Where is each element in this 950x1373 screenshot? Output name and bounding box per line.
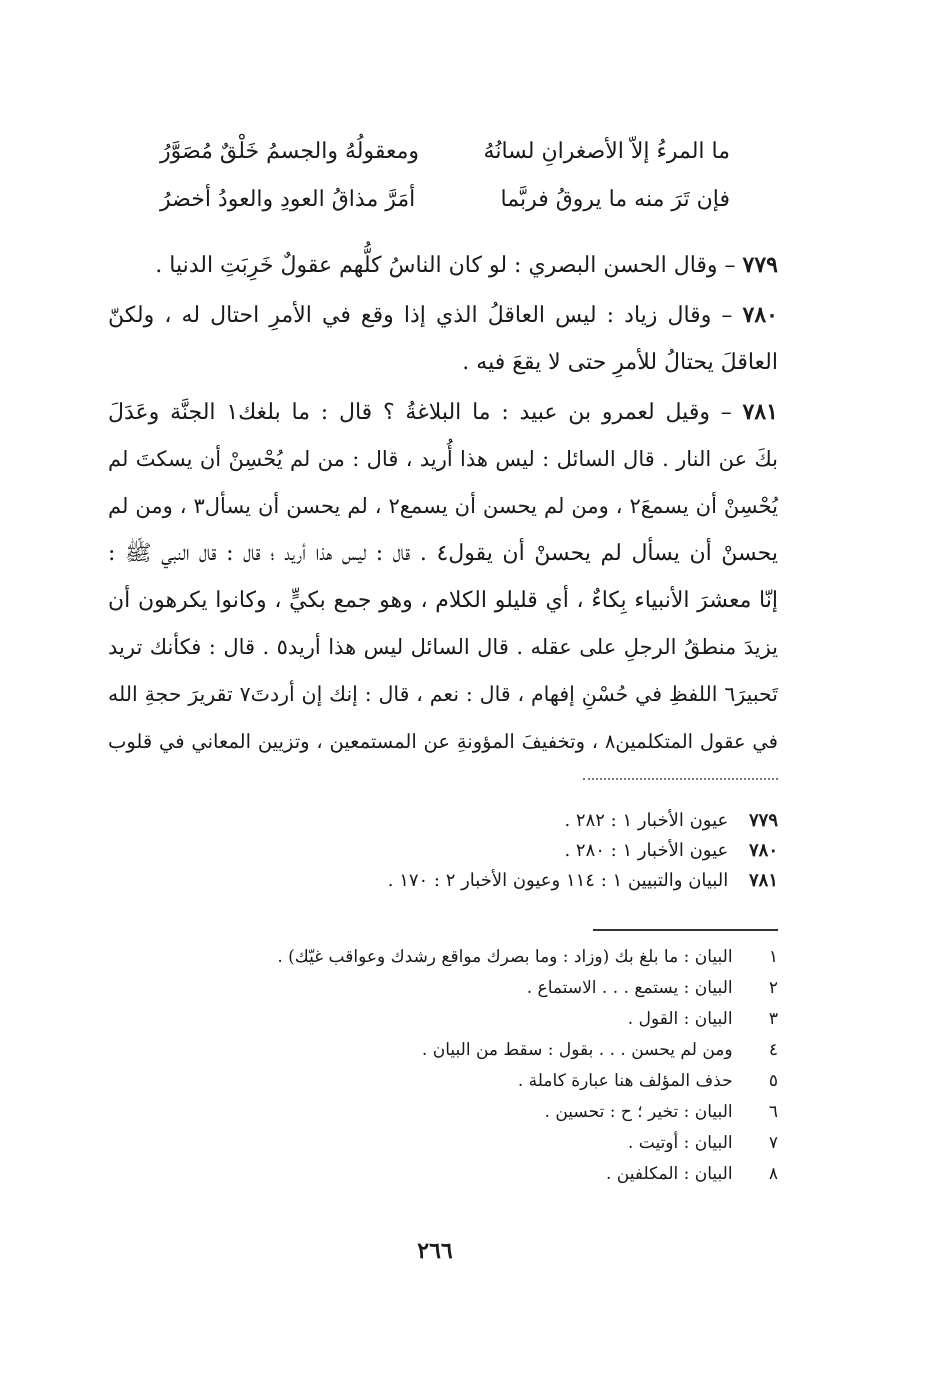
footnote-number: ٦ [768,1102,778,1122]
footnote-number: ٢ [768,978,778,998]
footnote-number: ٥ [768,1071,778,1091]
source-number: ٧٨١ [748,870,778,891]
footnote-text: البيان : أوتيت . [627,1133,733,1153]
footnote [218,1128,778,1159]
verse-first-hemistich: فإن تَرَ منه ما يروقُ فربَّما [500,187,730,212]
footnote-number: ١ [768,947,778,967]
poem-verses [160,128,730,224]
paragraph-line: – وقال الحسن البصري : لو كان الناسُ كلُّهم عقولٌ خَرِبَتِ الدنيا . [155,253,736,278]
footnote [218,1097,778,1128]
footnote-text: البيان : ما بلغ بك (وزاد : وما بصرك مواقع رشدك وعواقب غيّك) . [277,947,733,967]
paragraph-line: يُحْسِنْ أن يسمعَ٢ ، ومن لم يحسن أن يسمع٢ ، لم يحسن أن يسأل٣ ، ومن لم [108,494,779,518]
footnote [218,1035,778,1066]
paragraph-line: بكَ عن النار . قال السائل : ليس هذا أُريد ، قال : من لم يُحْسِنْ أن يسكتَ لم [108,447,778,471]
footnote-number: ٤ [768,1040,778,1060]
source-text: عيون الأخبار ١ : ٢٨٠ . [564,840,729,861]
footnote-text: البيان : المكلفين . [606,1164,733,1184]
paragraph-781 [108,389,778,436]
source-line [278,866,778,896]
footnote-separator [593,929,778,931]
main-text [108,242,778,765]
footnote-text: البيان : تخير ؛ ح : تحسين . [544,1102,733,1122]
footnote-text: البيان : يستمع . . . الاستماع . [526,978,733,998]
dotted-separator [583,778,778,780]
paragraph-line: يزيدَ منطقُ الرجلِ على عقله . قال السائل ليس هذا أريد٥ . قال : فكأنك تريد [108,635,778,659]
paragraph-line: يحسنْ أن يسأل لم يحسنْ أن يقول٤ . قال : ليس هذا أريد ؛ قال : قال النبي ﷺ : [108,541,778,566]
footnote-text: ومن لم يحسن . . . بقول : سقط من البيان . [421,1040,733,1060]
source-number: ٧٨٠ [748,840,778,861]
footnote [218,1159,778,1190]
verse-line [160,176,730,224]
footnote [218,1066,778,1097]
paragraph-number: ٧٧٩ [742,252,778,278]
page-number: ٢٦٦ [417,1238,453,1264]
footnote [218,973,778,1004]
source-line [278,836,778,866]
paragraph-779 [108,242,778,289]
footnote-text: حذف المؤلف هنا عبارة كاملة . [517,1071,733,1091]
source-text: البيان والتبيين ١ : ١١٤ وعيون الأخبار ٢ : ١٧٠ . [387,870,729,891]
paragraph-line: في عقول المتكلمين٨ ، وتخفيفَ المؤونةِ عن المستمعين ، وتزيين المعاني في قلوب [108,730,778,753]
paragraph-line: – وقيل لعمرو بن عبيد : ما البلاغةُ ؟ قال : ما بلغك١ الجنَّة وعَدَلَ [108,400,732,425]
footnote-text: البيان : القول . [627,1009,733,1029]
footnote-number: ٧ [768,1133,778,1153]
source-references [278,806,778,896]
verse-first-hemistich: ما المرءُ إلاّ الأصغرانِ لسانُهُ [483,139,730,164]
footnotes [218,942,778,1190]
source-line [278,806,778,836]
source-number: ٧٧٩ [748,810,778,831]
paragraph-line: العاقلَ يحتالُ للأمرِ حتى لا يقعَ فيه . [462,350,778,375]
footnote [218,1004,778,1035]
verse-second-hemistich: أمَرَّ مذاقُ العودِ والعودُ أخضرُ [160,187,416,212]
paragraph-number: ٧٨١ [742,399,778,425]
paragraph-number: ٧٨٠ [742,302,778,328]
footnote-number: ٣ [768,1009,778,1029]
paragraph-780 [108,292,778,339]
paragraph-line: – وقال زياد : ليس العاقلُ الذي إذا وقع في الأمرِ احتال له ، ولكنّ [108,303,733,328]
footnote-number: ٨ [768,1164,778,1184]
paragraph-line: تَحبيرَ٦ اللفظِ في حُسْنِ إفهام ، قال : نعم ، قال : إنك إن أردتَ٧ تقريرَ حجةِ الله [108,682,778,706]
footnote [218,942,778,973]
source-text: عيون الأخبار ١ : ٢٨٢ . [564,810,729,831]
paragraph-line: إنّا معشرَ الأنبياء بِكاءٌ ، أي قليلو الكلام ، وهو جمع بكيٍّ ، وكانوا يكرهون أن [108,588,778,613]
verse-line [160,128,730,176]
verse-second-hemistich: ومعقولُهُ والجسمُ خَلْقٌ مُصَوَّرُ [160,139,419,164]
